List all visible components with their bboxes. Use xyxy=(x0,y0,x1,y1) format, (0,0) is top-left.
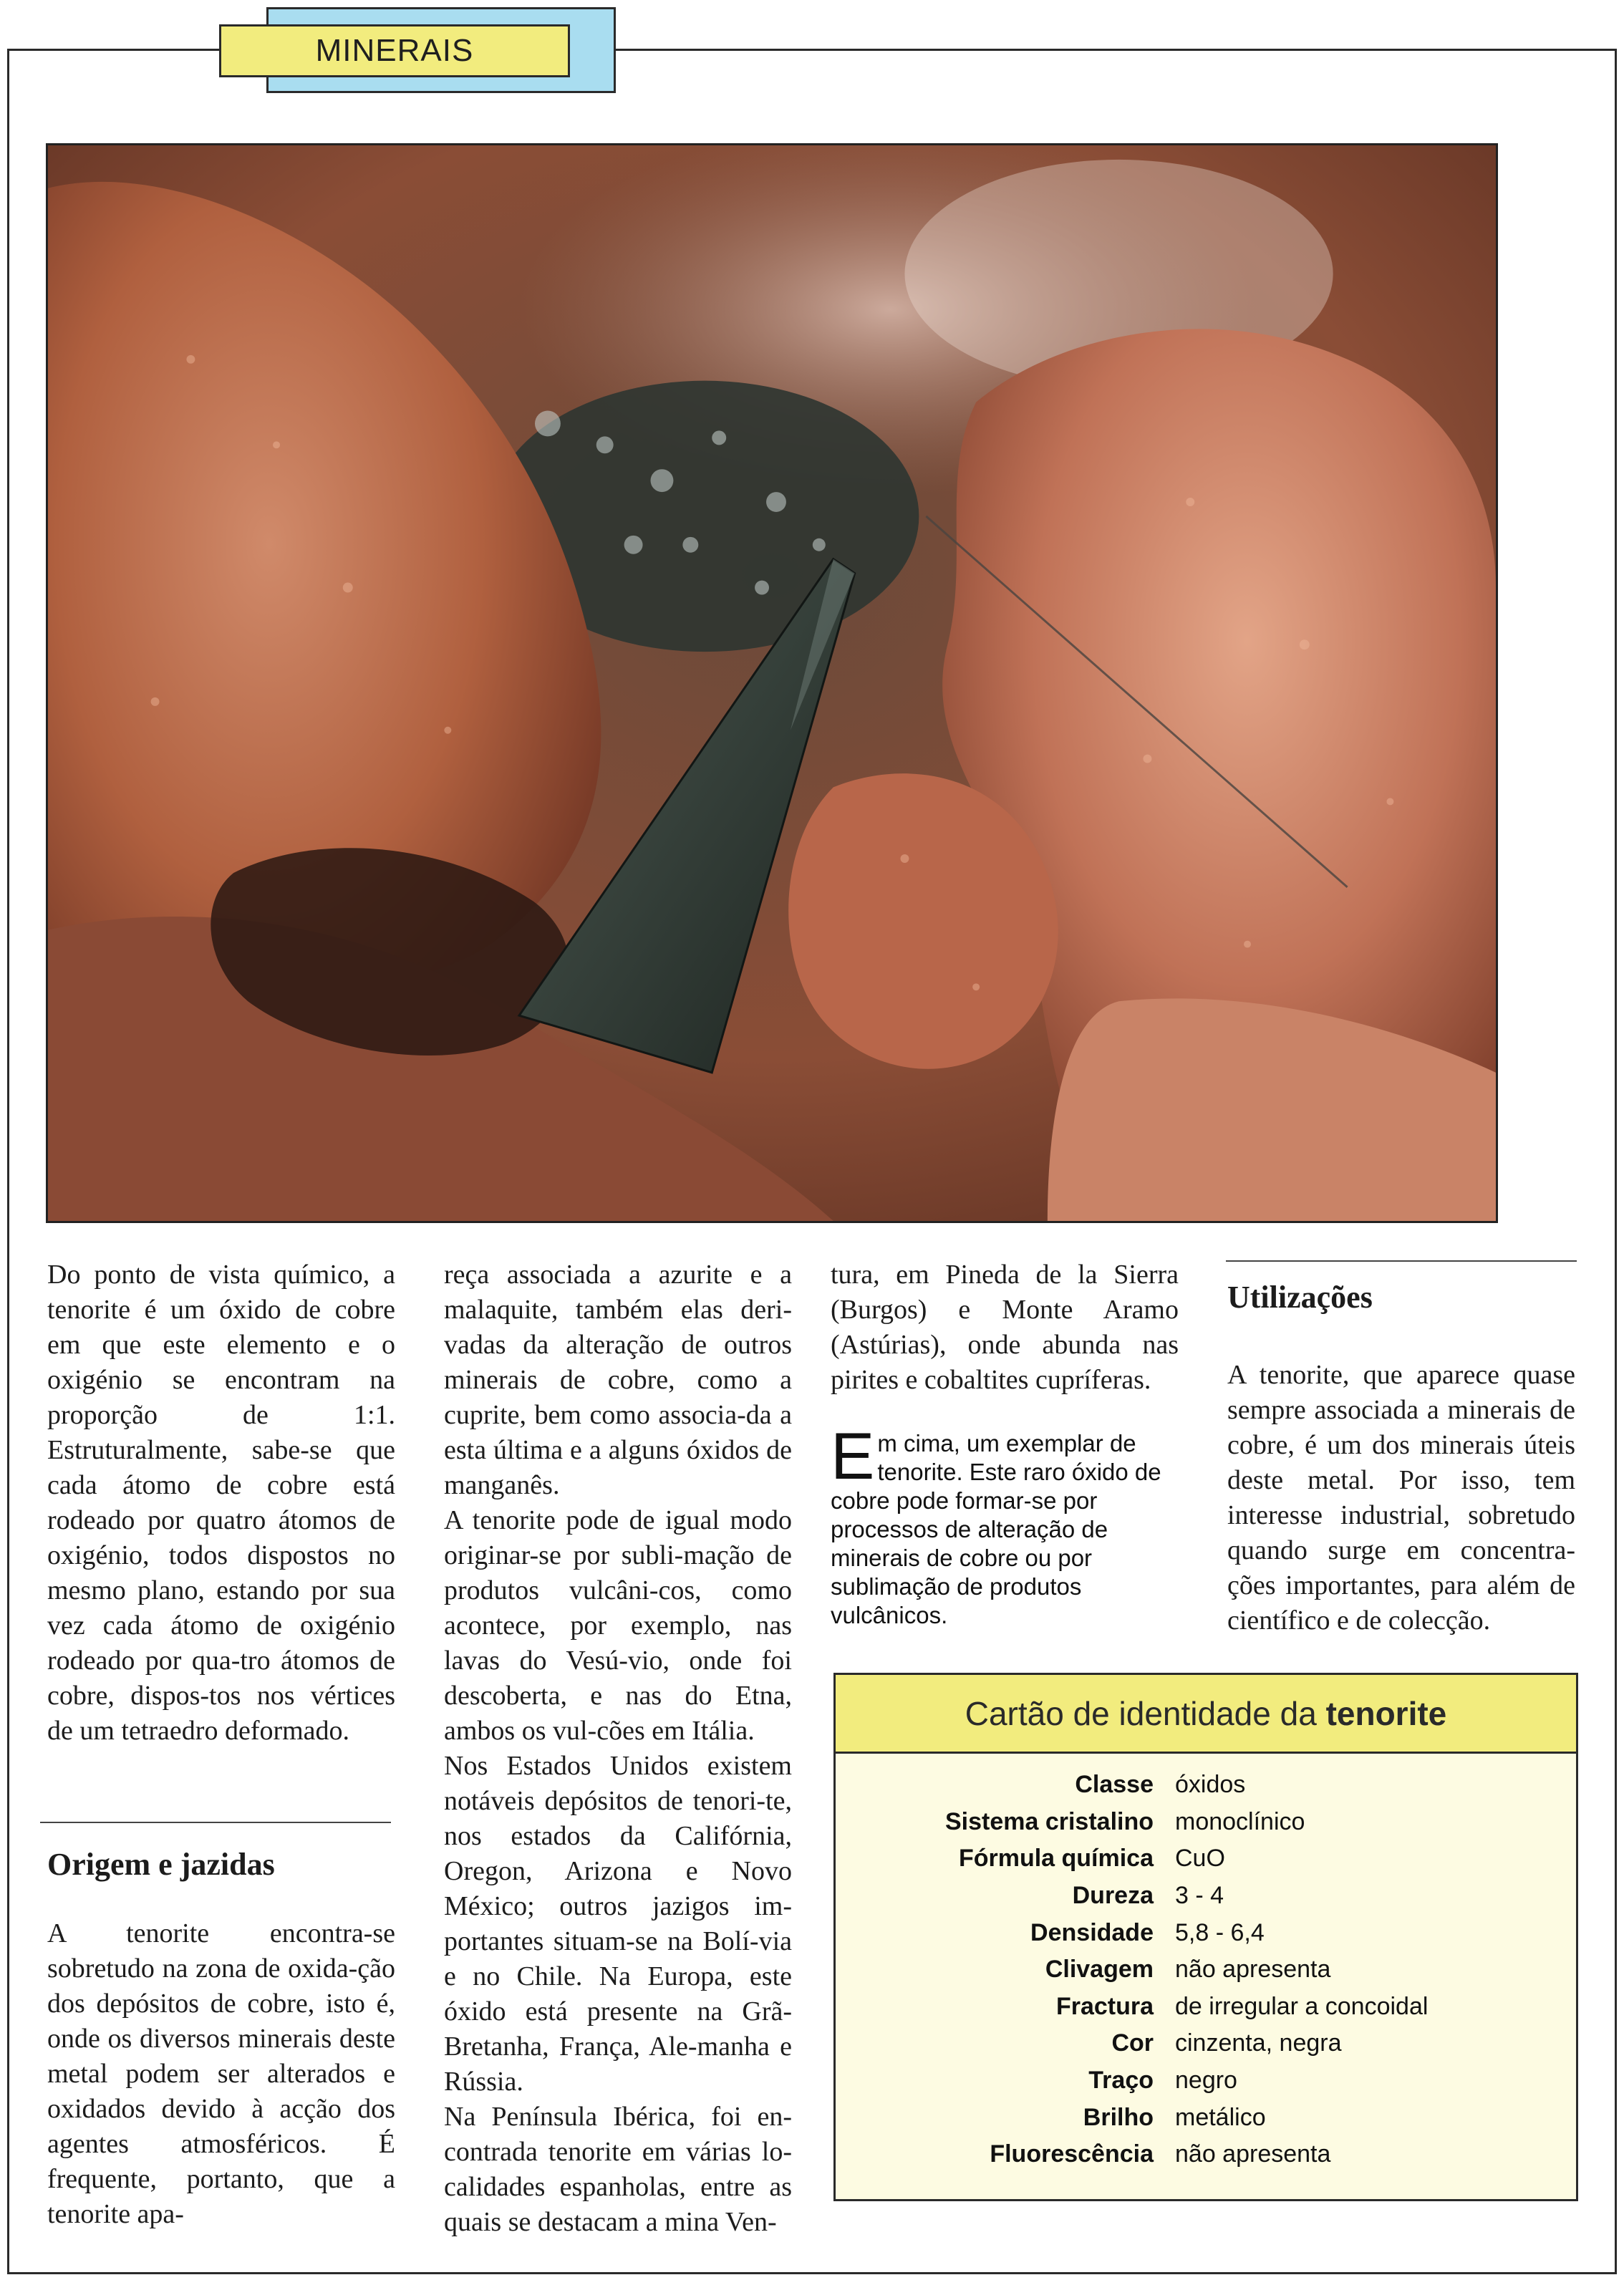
property-label: Cor xyxy=(1111,2029,1154,2057)
section-label: MINERAIS xyxy=(315,33,474,68)
property-label: Fluorescência xyxy=(990,2140,1154,2168)
identity-card-row xyxy=(836,2062,1576,2100)
tenorite-photo-illustration xyxy=(48,145,1496,1221)
property-value: CuO xyxy=(1175,1845,1225,1873)
property-label: Fractura xyxy=(1055,1992,1154,2020)
property-value: negro xyxy=(1175,2067,1237,2095)
identity-card-title-prefix: Cartão de identidade da xyxy=(965,1694,1317,1732)
property-label: Clivagem xyxy=(1045,1956,1154,1984)
paragraph: A tenorite pode de igual modo originar-se por subli-mação de produtos vulcâni-cos, como acontece, por exemplo, nas lavas do Vesú-vio, onde foi descoberta, e nas do Etna, ambos os vul-cões em Itália. xyxy=(444,1505,792,1746)
identity-card-row xyxy=(836,2025,1576,2062)
section-divider xyxy=(40,1822,391,1823)
paragraph: Nos Estados Unidos existem notáveis depósitos de tenori-te, nos estados da Califórnia, Oregon, Arizona e Novo México; outros jazigos im-portantes situam-se na Bolí-via e no Chile. Na Europa, este óxido está presente na Grã-Bretanha, França, Ale-manha e Rússia. xyxy=(444,1751,792,2097)
property-label: Fórmula química xyxy=(958,1845,1154,1873)
identity-card-title xyxy=(836,1675,1576,1754)
paragraph: Do ponto de vista químico, a tenorite é um óxido de cobre em que este elemento e o oxigénio se encontram na proporção de 1:1. Estruturalmente, sabe-se que cada átomo de cobre está rodeado por quatro átomos de oxigénio, todos dispostos no mesmo plano, estando por sua vez cada átomo de oxigénio rodeado por qua-tro átomos de cobre, dispos-tos nos vértices de um tetraedro deformado. xyxy=(47,1260,395,1746)
identity-card-row xyxy=(836,2099,1576,2136)
mineral-photo xyxy=(46,143,1498,1223)
section-divider xyxy=(1226,1260,1577,1262)
identity-card-row xyxy=(836,1804,1576,1841)
heading-utilizacoes: Utilizações xyxy=(1227,1280,1373,1315)
article-column-1b xyxy=(47,1916,395,2232)
caption-text: m cima, um exemplar de tenorite. Este raro óxido de cobre pode formar-se por processos de alteração de minerais de cobre ou por sublimação de produtos vulcânicos. xyxy=(831,1430,1161,1628)
article-column-4 xyxy=(1227,1358,1575,1638)
identity-card-row xyxy=(836,1840,1576,1878)
photo-caption xyxy=(831,1420,1189,1630)
article-column-2 xyxy=(444,1257,792,2240)
caption-dropcap: E xyxy=(831,1420,875,1493)
article-column-3 xyxy=(831,1257,1179,1398)
property-value: não apresenta xyxy=(1175,1956,1331,1984)
paragraph: A tenorite encontra-se sobretudo na zona de oxida-ção dos depósitos de cobre, isto é, onde os diversos minerais deste metal podem ser alterados e oxidados devido à acção dos agentes atmosféricos. É frequente, portanto, que a tenorite apa- xyxy=(47,1918,395,2229)
property-value: não apresenta xyxy=(1175,2140,1331,2168)
property-value: 5,8 - 6,4 xyxy=(1175,1918,1265,1946)
property-value: metálico xyxy=(1175,2103,1266,2131)
property-label: Classe xyxy=(1075,1771,1154,1799)
property-label: Traço xyxy=(1088,2067,1154,2095)
section-tab xyxy=(219,24,570,77)
paragraph: A tenorite, que aparece quase sempre associada a minerais de cobre, é um dos minerais úteis deste metal. Por isso, tem interesse industrial, sobretudo quando surge em concentra-ções importantes, para além de científico e de colecção. xyxy=(1227,1360,1575,1636)
paragraph: reça associada a azurite e a malaquite, também elas deri-vadas da alteração de outros minerais de cobre, como a cuprite, bem como associa-da a esta última e a alguns óxidos de manganês. xyxy=(444,1260,792,1500)
property-value: cinzenta, negra xyxy=(1175,2029,1342,2057)
property-label: Densidade xyxy=(1030,1918,1154,1946)
identity-card-row xyxy=(836,1951,1576,1989)
identity-card-row xyxy=(836,1878,1576,1915)
property-label: Sistema cristalino xyxy=(944,1807,1154,1835)
property-value: monoclínico xyxy=(1175,1807,1305,1835)
identity-card-row xyxy=(836,2136,1576,2173)
property-value: 3 - 4 xyxy=(1175,1882,1224,1910)
property-label: Dureza xyxy=(1072,1882,1154,1910)
paragraph: Na Península Ibérica, foi en-contrada tenorite em várias lo-calidades espanholas, entre as quais se destacam a mina Ven- xyxy=(444,2102,792,2237)
property-value: de irregular a concoidal xyxy=(1175,1992,1429,2020)
property-label: Brilho xyxy=(1083,2103,1154,2131)
identity-card-title-mineral: tenorite xyxy=(1325,1694,1447,1732)
identity-card-row xyxy=(836,1914,1576,1951)
identity-card-row xyxy=(836,1989,1576,2026)
identity-card-row xyxy=(836,1767,1576,1804)
heading-origem-e-jazidas: Origem e jazidas xyxy=(47,1847,275,1882)
paragraph: tura, em Pineda de la Sierra (Burgos) e Monte Aramo (Astúrias), onde abunda nas pirites e cobaltites cupríferas. xyxy=(831,1260,1179,1395)
identity-card xyxy=(833,1673,1578,2201)
property-value: óxidos xyxy=(1175,1771,1246,1799)
identity-card-rows xyxy=(836,1754,1576,2173)
article-column-1 xyxy=(47,1257,395,1749)
